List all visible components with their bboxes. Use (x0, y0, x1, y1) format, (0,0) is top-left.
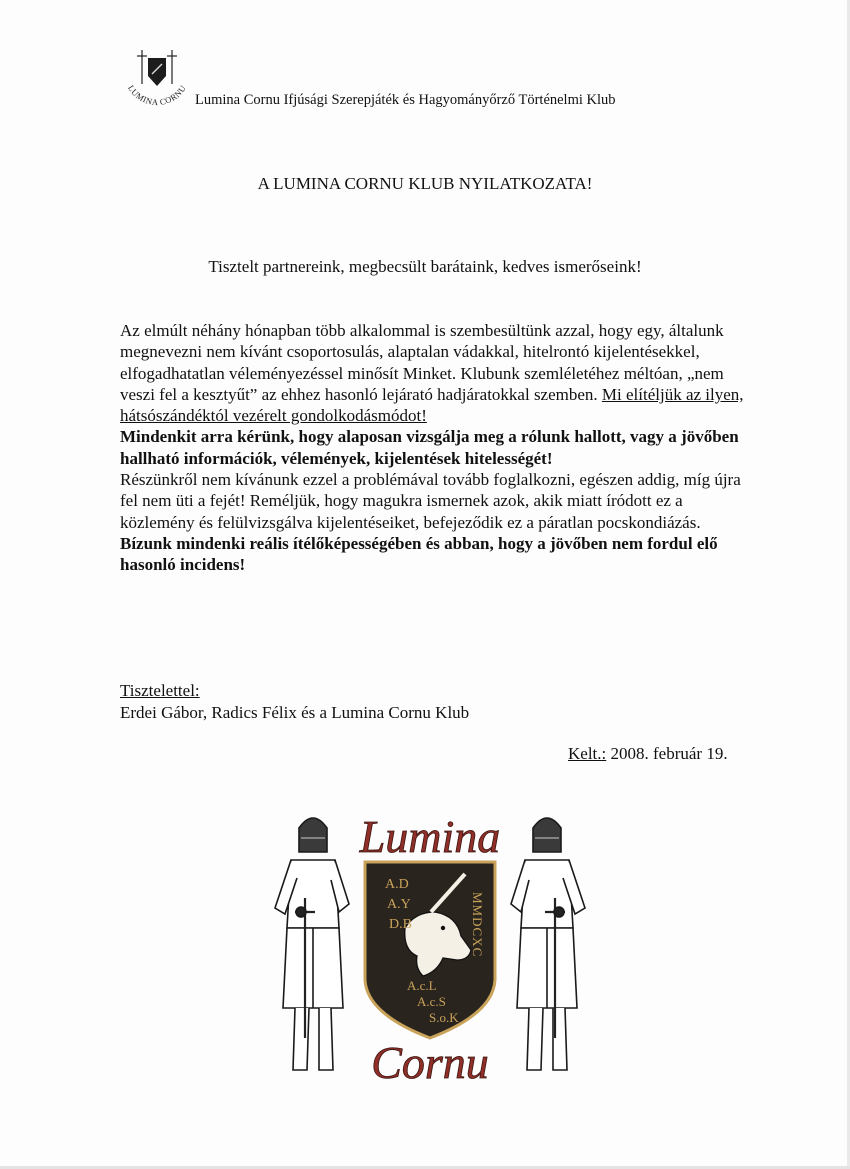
emblem-bottom-word: Cornu (371, 1037, 489, 1088)
shield-left-line-3: D.B (389, 917, 412, 932)
knight-left-icon (275, 818, 349, 1070)
club-name-header: Lumina Cornu Ifjúsági Szerepjáték és Hagyományőrző Történelmi Klub (195, 92, 616, 108)
paragraph-4-text: Bízunk mindenki reális ítélőképességében és abban, hogy a jövőben nem fordul elő hasonló incidens! (120, 533, 718, 575)
signature-label: Tisztelettel: (120, 681, 200, 700)
paragraph-1-underlined: Mi elítéljük az ilyen, hátsószándéktól vezérelt gondolkodásmódot! (120, 384, 744, 426)
shield-bottom-line-3: S.o.K (429, 1010, 459, 1025)
shield-right-text: MMDCXC (470, 892, 485, 958)
emblem-top-word: Lumina (359, 811, 501, 862)
shield-left-line-1: A.D (385, 877, 409, 892)
svg-text:LUMINA CORNU (126, 83, 188, 107)
paragraph-1 (120, 320, 760, 426)
paragraph-3: Részünkről nem kívánunk ezzel a problémával tovább foglalkozni, egészen addig, míg újra fel nem üti a fejét! Reméljük, hogy magukra ismernek azok, akik miatt íródott ez a közlemény és felülvizsgálva kijelentéseiket, befejeződik ez a páratlan pocskondiázás. (120, 470, 741, 532)
date-line (568, 744, 728, 764)
salutation: Tisztelt partnereink, megbecsült barátaink, kedves ismerőseink! (208, 257, 642, 276)
club-logo-small (104, 44, 200, 124)
statement-body (120, 320, 760, 576)
paragraph-2-text: Mindenkit arra kérünk, hogy alaposan vizsgálja meg a rólunk hallott, vagy a jövőben hallható információk, vélemények, kijelentések hitelességét! (120, 427, 739, 468)
signature-names: Erdei Gábor, Radics Félix és a Lumina Cornu Klub (120, 703, 470, 722)
shield-bottom-line-1: A.c.L (407, 978, 437, 993)
document-title: A LUMINA CORNU KLUB NYILATKOZATA! (257, 174, 593, 193)
paragraph-4-bold (120, 533, 760, 576)
paragraph-2-bold (120, 426, 760, 469)
date-value: 2008. február 19. (610, 744, 728, 763)
shield-bottom-line-2: A.c.S (417, 994, 446, 1009)
paragraph-1-text: Az elmúlt néhány hónapban több alkalommal is szembesültünk azzal, hogy egy, általunk megnevezni nem kívánt csoportosulás, alaptalan vádakkal, hitelrontó kijelentésekkel, elfogadhatatlan véleményezéssel minősít Minket. Klubunk szemléletéhez méltóan, „nem veszi fel a kesztyűt” az ehhez hasonló lejárató hadjáratokkal szemben. (120, 321, 724, 404)
club-emblem (265, 800, 595, 1090)
knight-right-icon (511, 818, 585, 1070)
date-label: Kelt.: (568, 744, 607, 763)
shield-left-line-2: A.Y (387, 897, 411, 912)
small-logo-text: LUMINA CORNU (126, 83, 188, 108)
